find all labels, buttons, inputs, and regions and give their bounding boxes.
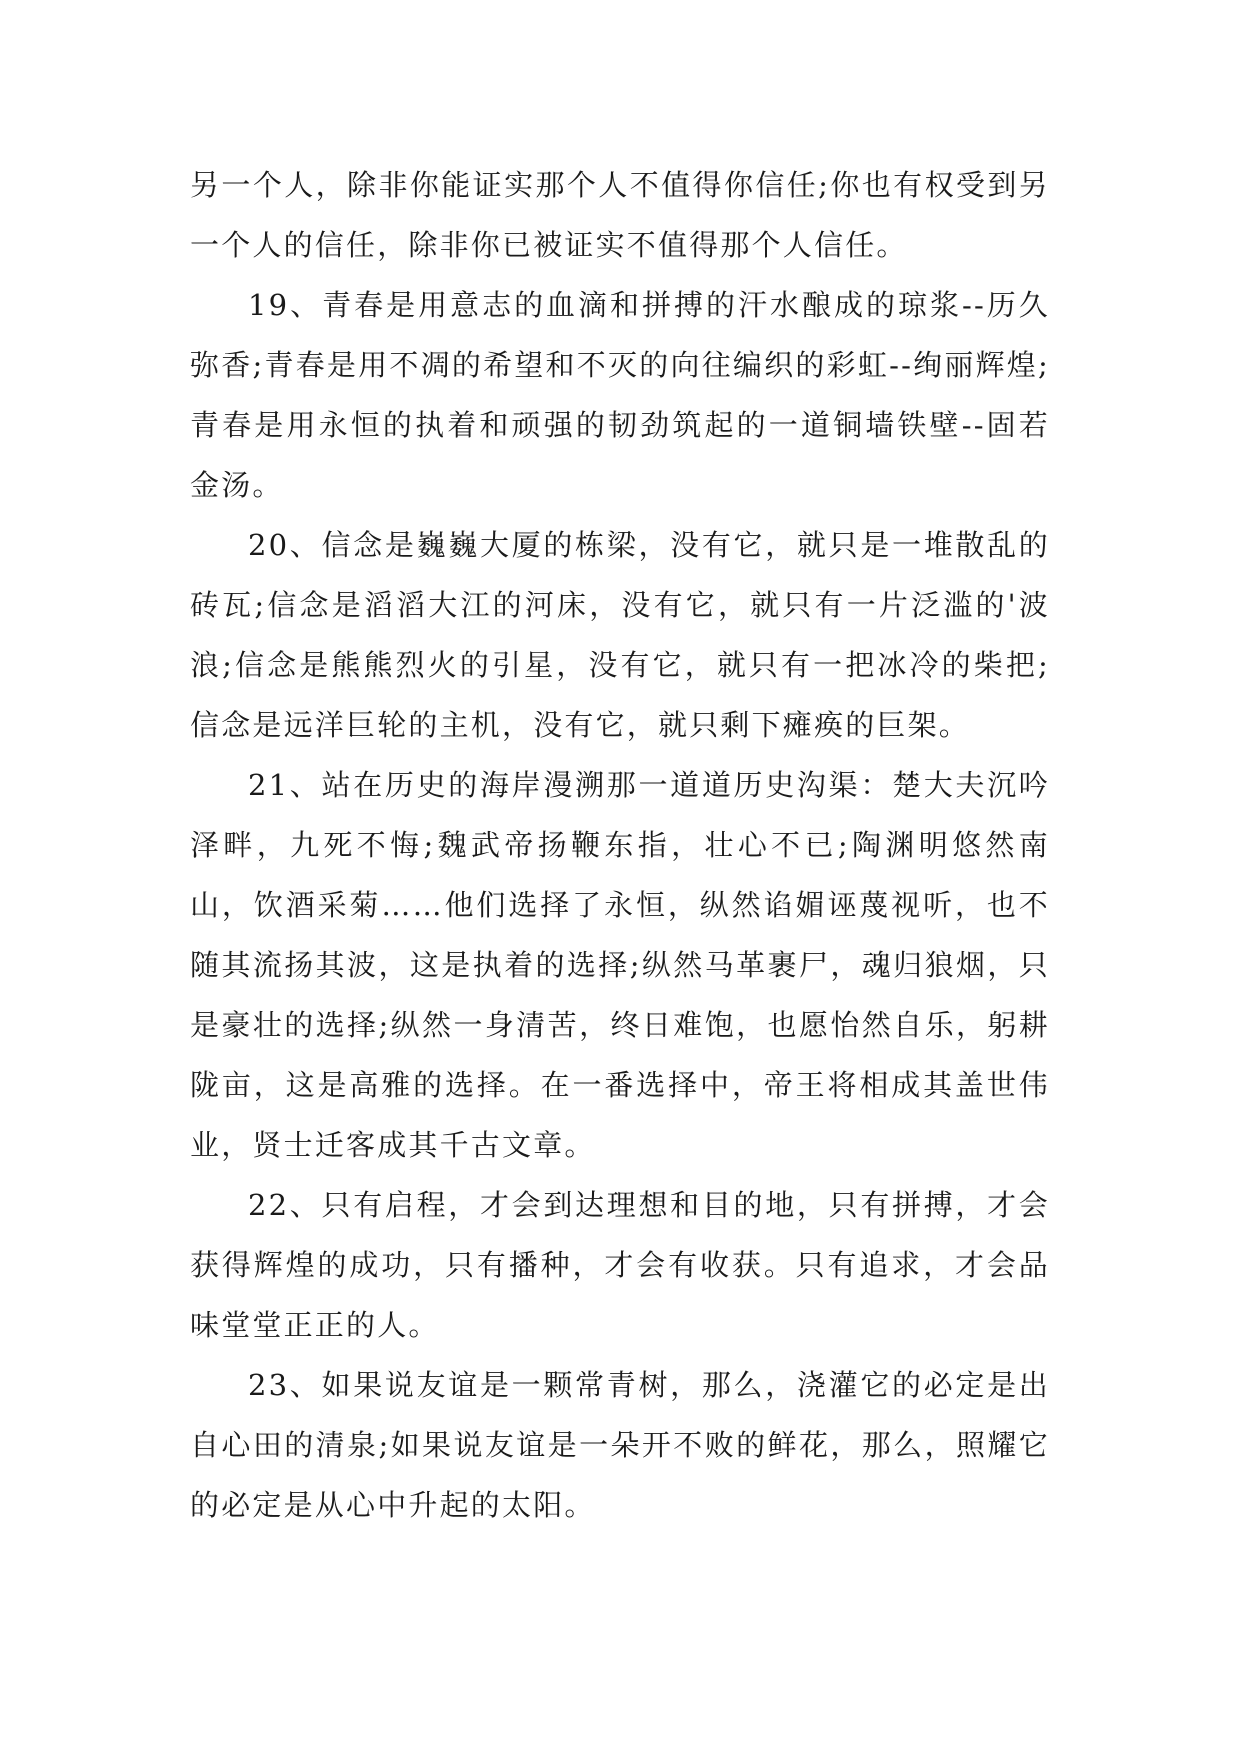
paragraph-23: 23、如果说友谊是一颗常青树，那么，浇灌它的必定是出自心田的清泉;如果说友谊是一朵开不败的鲜花，那么，照耀它的必定是从心中升起的太阳。 [190, 1368, 1050, 1522]
paragraph-19: 19、青春是用意志的血滴和拼搏的汗水酿成的琼浆--历久弥香;青春是用不凋的希望和不灭的向往编织的彩虹--绚丽辉煌;青春是用永恒的执着和顽强的韧劲筑起的一道铜墙铁壁--固若金汤。 [190, 288, 1050, 502]
paragraph-22: 22、只有启程，才会到达理想和目的地，只有拼搏，才会获得辉煌的成功，只有播种，才会有收获。只有追求，才会品味堂堂正正的人。 [190, 1188, 1050, 1342]
paragraph-20: 20、信念是巍巍大厦的栋梁，没有它，就只是一堆散乱的砖瓦;信念是滔滔大江的河床，没有它，就只有一片泛滥的'波浪;信念是熊熊烈火的引星，没有它，就只有一把冰冷的柴把;信念是远洋巨轮的主机，没有它，就只剩下瘫痪的巨架。 [190, 528, 1050, 742]
paragraph-21: 21、站在历史的海岸漫溯那一道道历史沟渠：楚大夫沉吟泽畔，九死不悔;魏武帝扬鞭东指，壮心不已;陶渊明悠然南山，饮酒采菊……他们选择了永恒，纵然谄媚诬蔑视听，也不随其流扬其波，这是执着的选择;纵然马革裹尸，魂归狼烟，只是豪壮的选择;纵然一身清苦，终日难饱，也愿怡然自乐，躬耕陇亩，这是高雅的选择。在一番选择中，帝王将相成其盖世伟业，贤士迁客成其千古文章。 [190, 768, 1050, 1162]
body-text [190, 155, 1050, 1535]
paragraph-continuation: 另一个人，除非你能证实那个人不值得你信任;你也有权受到另一个人的信任，除非你已被证实不值得那个人信任。 [190, 168, 1050, 262]
